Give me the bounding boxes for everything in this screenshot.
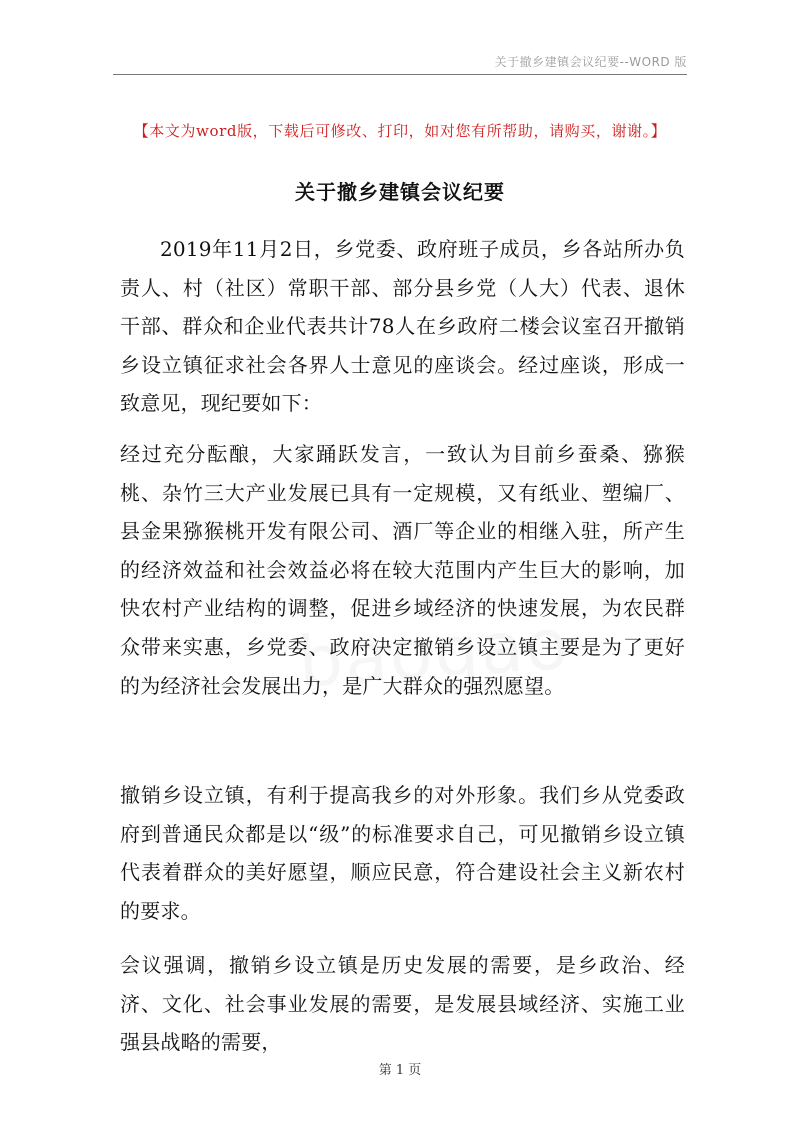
paragraph-1: 2019年11月2日，乡党委、政府班子成员，乡各站所办负责人、村（社区）常职干部、部分县乡党（人大）代表、退休干部、群众和企业代表共计78人在乡政府二楼会议室召开撤销乡设立镇征求社会各界人士意见的座谈会。经过座谈，形成一致意见，现纪要如下： xyxy=(120,237,685,416)
paragraph-4: 会议强调，撤销乡设立镇是历史发展的需要，是乡政治、经济、文化、社会事业发展的需要，是发展县域经济、实施工业强县战略的需要， xyxy=(120,953,685,1055)
paragraph-3: 撤销乡设立镇，有利于提高我乡的对外形象。我们乡从党委政府到普通民众都是以“级”的标准要求自己，可见撤销乡设立镇代表着群众的美好愿望，顺应民意，符合建设社会主义新农村的要求。 xyxy=(120,783,685,923)
download-notice: 【本文为word版，下载后可修改、打印，如对您有所帮助，请购买，谢谢。】 xyxy=(133,122,667,140)
running-header: 关于撤乡建镇会议纪要--WORD 版 xyxy=(494,55,687,69)
page-number: 第 1 页 xyxy=(378,1063,422,1078)
header-divider xyxy=(113,74,687,75)
document-title: 关于撤乡建镇会议纪要 xyxy=(295,180,505,204)
paragraph-2: 经过充分酝酿，大家踊跃发言，一致认为目前乡蚕桑、猕猴桃、杂竹三大产业发展已具有一定规模，又有纸业、塑编厂、县金果猕猴桃开发有限公司、酒厂等企业的相继入驻，所产生的经济效益和社会效益必将在较大范围内产生巨大的影响，加快农村产业结构的调整，促进乡域经济的快速发展，为农民群众带来实惠，乡党委、政府决定撤销乡设立镇主要是为了更好的为经济社会发展出力，是广大群众的强烈愿望。 xyxy=(120,442,685,698)
